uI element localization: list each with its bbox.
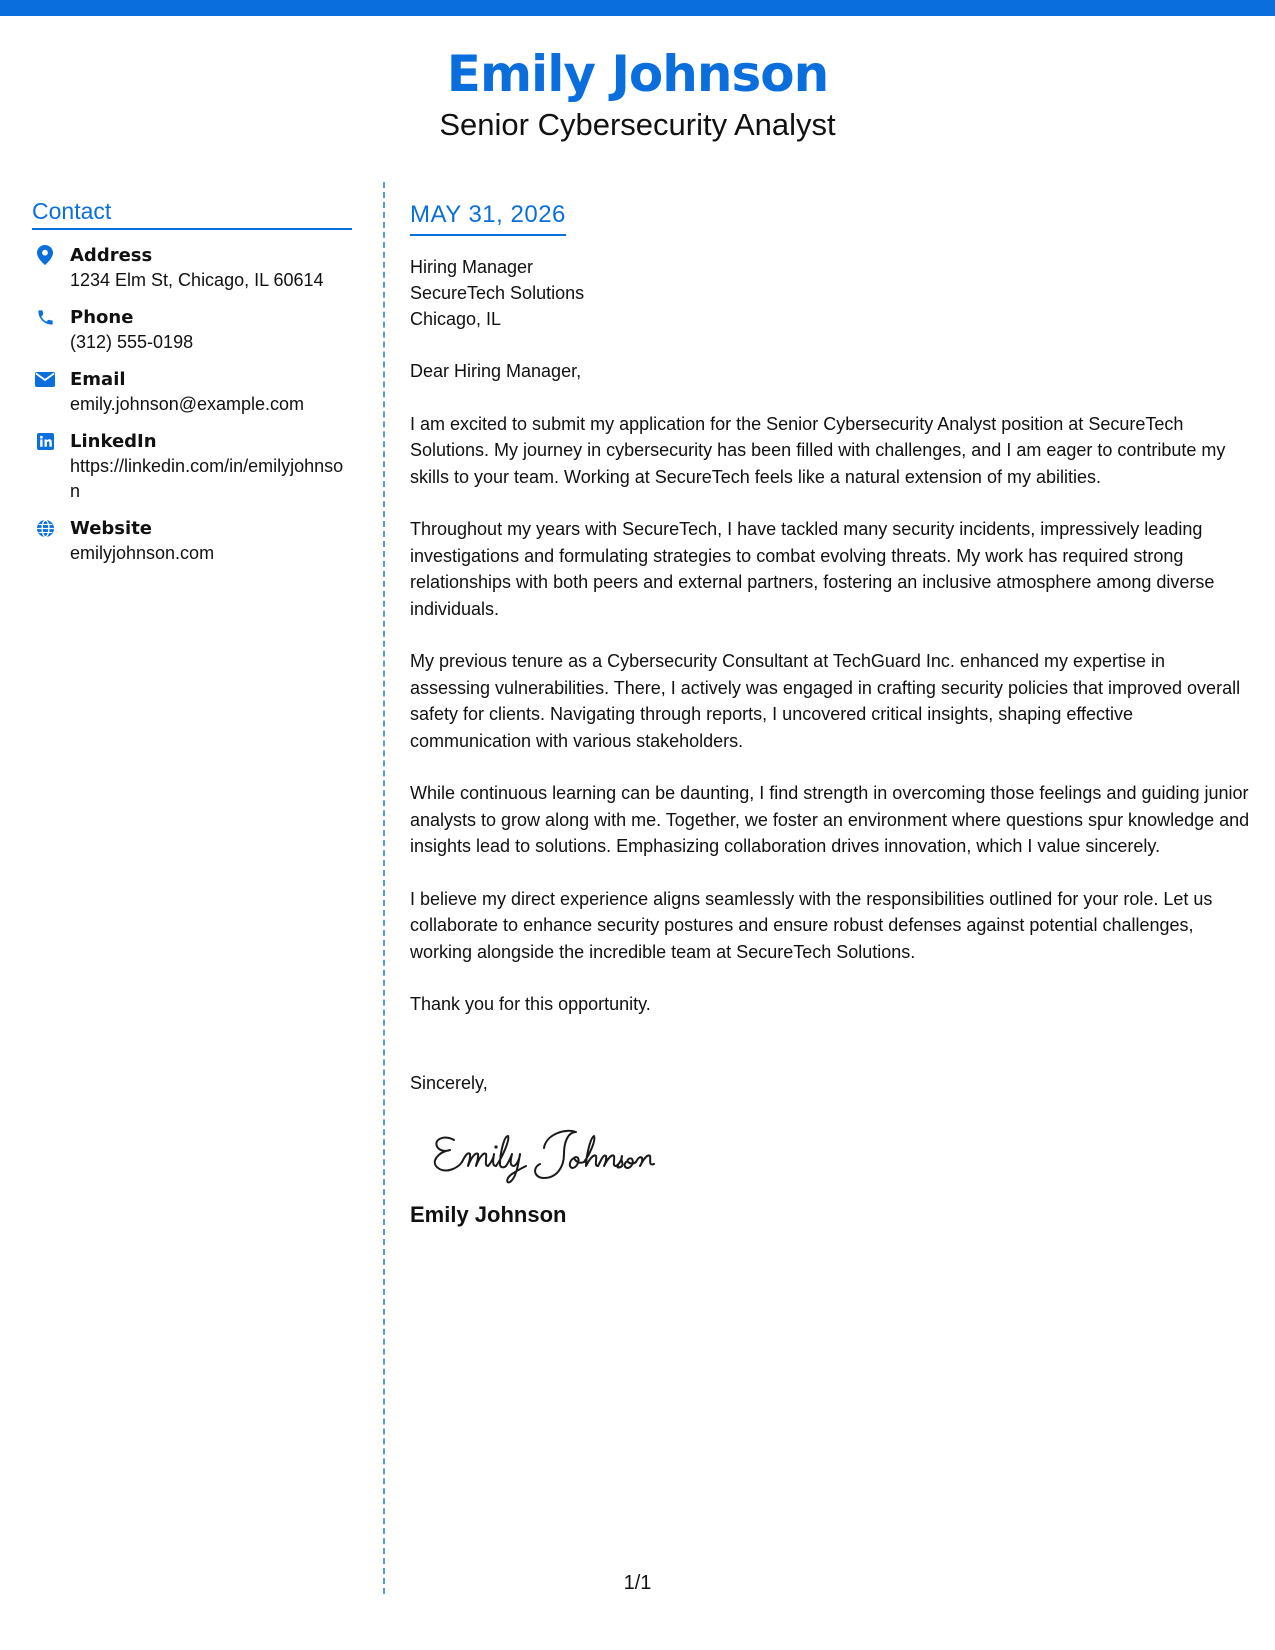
contact-item-email	[32, 368, 352, 417]
address-value: 1234 Elm St, Chicago, IL 60614	[70, 270, 324, 290]
recipient-block	[410, 254, 1250, 332]
website-link[interactable]: emilyjohnson.com	[70, 543, 215, 563]
applicant-name: Emily Johnson	[446, 45, 829, 103]
phone-icon	[34, 306, 56, 328]
contact-sidebar	[32, 196, 352, 579]
contact-label: Email	[70, 369, 126, 390]
page-number: 1/1	[623, 1572, 652, 1594]
top-accent-bar	[0, 0, 1275, 16]
contact-item-linkedin	[32, 430, 352, 504]
letter-paragraph: Throughout my years with SecureTech, I have tackled many security incidents, impressively leading investigations and formulating strategies to combat evolving threats. My work has required strong relationships with both peers and external partners, fostering an inclusive atmosphere among diverse individuals.	[410, 519, 1215, 619]
letter-date: MAY 31, 2026	[410, 198, 566, 236]
contact-label: Website	[70, 518, 153, 539]
column-divider	[383, 182, 385, 1594]
contact-label: Address	[70, 245, 153, 266]
phone-value: (312) 555-0198	[70, 332, 194, 352]
recipient-line: Chicago, IL	[410, 309, 502, 329]
contact-label: Phone	[70, 307, 134, 328]
letter-body	[410, 198, 1250, 1230]
letter-paragraph: I believe my direct experience aligns seamlessly with the responsibilities outlined for your role. Let us collaborate to enhance security postures and ensure robust defenses against potential challenges, working alongside the incredible team at SecureTech Solutions.	[410, 888, 1213, 962]
map-pin-icon	[34, 244, 56, 266]
contact-label: LinkedIn	[70, 431, 157, 452]
letter-paragraph: While continuous learning can be daunting, I find strength in overcoming those feelings and guiding junior analysts to grow along with me. Together, we foster an environment where questions spur knowledge and insights lead to solutions. Emphasizing collaboration drives innovation, which I value sincerely.	[410, 783, 1250, 856]
recipient-line: SecureTech Solutions	[410, 283, 585, 303]
contact-heading: Contact	[32, 196, 352, 230]
letter-paragraph: Thank you for this opportunity.	[410, 994, 651, 1014]
applicant-title: Senior Cybersecurity Analyst	[439, 107, 836, 142]
closing: Sincerely,	[410, 1072, 488, 1093]
contact-item-phone	[32, 306, 352, 355]
handwritten-signature	[426, 1118, 1250, 1188]
envelope-icon	[34, 368, 56, 390]
email-value: emily.johnson@example.com	[70, 394, 305, 414]
signer-name: Emily Johnson	[410, 1202, 567, 1227]
contact-item-website	[32, 517, 352, 566]
recipient-line: Hiring Manager	[410, 257, 534, 277]
linkedin-icon	[34, 430, 56, 452]
linkedin-link[interactable]: https://linkedin.com/in/emilyjohnson	[70, 456, 344, 501]
letter-paragraph: I am excited to submit my application for the Senior Cybersecurity Analyst position at SecureTech Solutions. My journey in cybersecurity has been filled with challenges, and I am eager to contribute my skills to your team. Working at SecureTech feels like a natural extension of my abilities.	[410, 413, 1226, 487]
letter-header	[0, 42, 1275, 144]
letter-paragraph: My previous tenure as a Cybersecurity Consultant at TechGuard Inc. enhanced my expertise in assessing vulnerabilities. There, I actively was engaged in crafting security policies that improved overall safety for clients. Navigating through reports, I uncovered critical insights, shaping effective communication with various stakeholders.	[410, 651, 1241, 751]
contact-item-address	[32, 244, 352, 293]
globe-icon	[34, 517, 56, 539]
salutation: Dear Hiring Manager,	[410, 361, 582, 381]
